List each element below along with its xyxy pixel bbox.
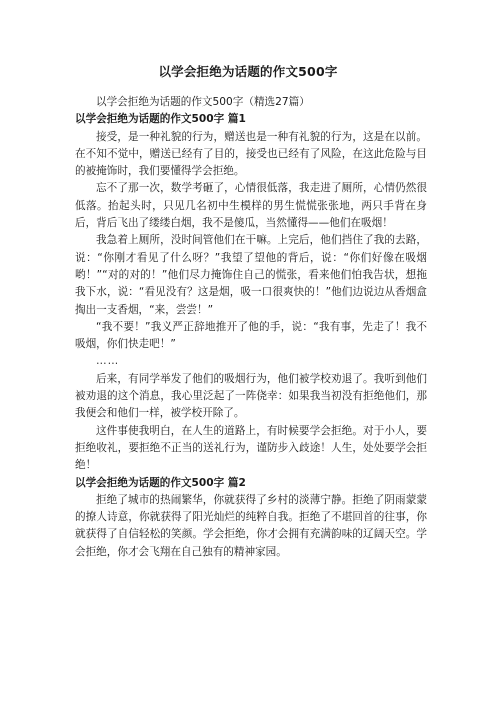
document-subtitle: 以学会拒绝为话题的作文500字（精选27篇） — [96, 96, 310, 108]
paragraph: 忘不了那一次，数学考砸了，心情很低落，我走进了厕所，心情仍然很低落。抬起头时，只见几名初中生模样的男生慌慌张张地，两只手背在身后，背后飞出了缕缕白烟，我不是傻瓜，当然懂得——他们在吸烟！ — [75, 182, 427, 230]
paragraph: “我不要！”我义严正辞地推开了他的手，说：“我有事，先走了！我不吸烟，你们快走吧！” — [75, 320, 427, 351]
paragraph: 后来，有同学举发了他们的吸烟行为，他们被学校劝退了。我听到他们被劝退的这个消息，我心里泛起了一阵侥幸：如果我当初没有拒绝他们，那我便会和他们一样，被学校开除了。 — [75, 372, 427, 420]
ellipsis-line: …… — [96, 355, 120, 368]
paragraph: 我急着上厕所，没时间管他们在干嘛。上完后，他们挡住了我的去路，说：“你刚才看见了什么呀？”我望了望他的背后，说：“你们好像在吸烟哟！”“对的对的！”他们尽力掩饰住自己的慌张，看来他们怕我告状，想拖我下水，说：“看见没有？这是烟，吸一口很爽快的！”他们边说边从香烟盒掏出一支香烟，“来，尝尝！” — [75, 234, 427, 316]
document-title: 以学会拒绝为话题的作文500字 — [158, 64, 338, 79]
paragraph: 这件事使我明白，在人生的道路上，有时候要学会拒绝。对于小人，要拒绝收礼，要拒绝不正当的送礼行为，谨防步入歧途！人生，处处要学会拒绝！ — [75, 424, 427, 472]
section-heading: 以学会拒绝为话题的作文500字 篇2 — [75, 476, 246, 489]
paragraph: 拒绝了城市的热闹繁华，你就获得了乡村的淡薄宁静。拒绝了阴雨蒙蒙的撩人诗意，你就获得了阳光灿烂的纯粹自我。拒绝了不堪回首的往事，你就获得了自信轻松的笑颜。学会拒绝，你才会拥有充满韵味的辽阔天空。学会拒绝，你才会飞翔在自己独有的精神家园。 — [75, 493, 427, 558]
section-heading: 以学会拒绝为话题的作文500字 篇1 — [75, 113, 246, 126]
document-body — [75, 94, 427, 561]
paragraph: 接受，是一种礼貌的行为，赠送也是一种有礼貌的行为，这是在以前。在不知不觉中，赠送已经有了目的，接受也已经有了风险，在这此危险与目的被掩饰时，我们要懂得学会拒绝。 — [75, 130, 427, 178]
